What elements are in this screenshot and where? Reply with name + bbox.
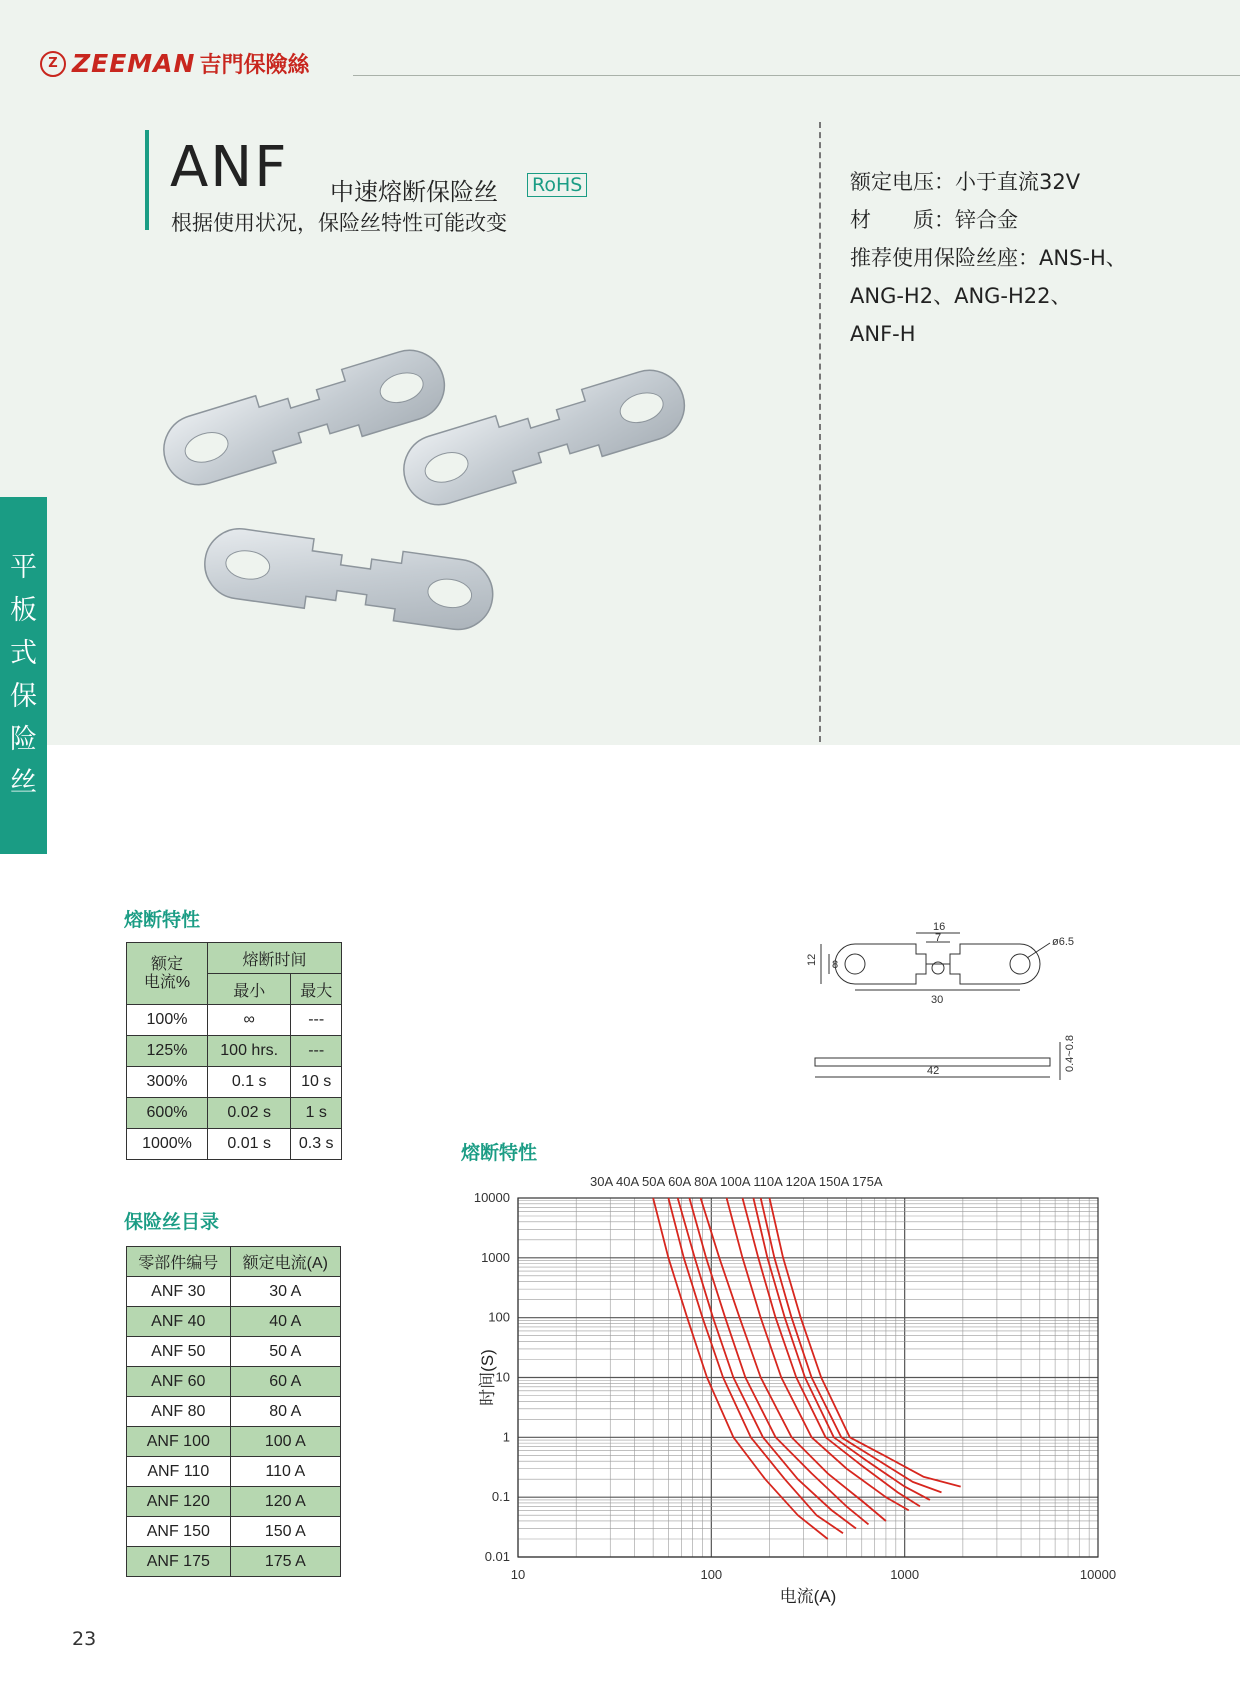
- spec-list: [850, 163, 1127, 353]
- product-model: ANF: [170, 135, 289, 200]
- table-row: [127, 1517, 341, 1547]
- part-number-cell: ANF 60: [127, 1367, 231, 1397]
- y-axis-label: 时间(S): [478, 1349, 497, 1406]
- x-axis-label: 电流(A): [779, 1587, 837, 1606]
- dim-hole: ø6.5: [1052, 936, 1075, 948]
- dim-30: 30: [931, 994, 944, 1006]
- spec-holder-cont2: ANF-H: [850, 322, 916, 346]
- dim-42: 42: [927, 1065, 940, 1077]
- rohs-badge: RoHS: [527, 173, 587, 197]
- side-tab-char: 保: [10, 681, 37, 712]
- x-tick-label: 10: [510, 1567, 526, 1582]
- rated-current-cell: 50 A: [230, 1337, 340, 1367]
- cell: 10 s: [291, 1067, 342, 1098]
- side-tab-char: 丝: [10, 767, 37, 798]
- brand-mark-icon: Z: [40, 51, 66, 77]
- part-number-cell: ANF 80: [127, 1397, 231, 1427]
- cell: 0.3 s: [291, 1129, 342, 1160]
- brand-logo: [40, 48, 309, 79]
- header-rule: [353, 75, 1240, 76]
- fuse-table: [126, 942, 342, 1160]
- table-row: [127, 1036, 342, 1067]
- part-number-cell: ANF 120: [127, 1487, 231, 1517]
- table-row: [127, 1277, 341, 1307]
- table-row: [127, 1098, 342, 1129]
- part-number-cell: ANF 100: [127, 1427, 231, 1457]
- spec-material: 材 质：锌合金: [850, 208, 1018, 232]
- part-number-cell: ANF 40: [127, 1307, 231, 1337]
- header-time: 熔断时间: [208, 943, 342, 974]
- table-row: [127, 1367, 341, 1397]
- catalog-table: [126, 1246, 341, 1577]
- dim-thickness: 0.4~0.8: [1064, 1034, 1076, 1072]
- table-row: [127, 1129, 342, 1160]
- part-number-cell: ANF 150: [127, 1517, 231, 1547]
- section-divider: [819, 122, 821, 742]
- rated-current-cell: 40 A: [230, 1307, 340, 1337]
- y-tick-label: 0.1: [491, 1489, 510, 1505]
- dim-7: 7: [935, 932, 942, 944]
- header-rated: 额定 电流%: [127, 943, 208, 1005]
- cell: 0.02 s: [208, 1098, 291, 1129]
- rated-current-cell: 175 A: [230, 1547, 340, 1577]
- fuse-section-title: 熔断特性: [124, 909, 201, 931]
- part-number-cell: ANF 110: [127, 1457, 231, 1487]
- header-part-number: 零部件编号: [127, 1247, 231, 1277]
- table-row: [127, 1067, 342, 1098]
- dim-16: 16: [933, 921, 946, 933]
- cell: ∞: [208, 1005, 291, 1036]
- table-row: [127, 1487, 341, 1517]
- rated-current-cell: 60 A: [230, 1367, 340, 1397]
- dimension-drawing: [806, 921, 1095, 1090]
- page-number: 23: [72, 1628, 97, 1650]
- y-tick-label: 1: [502, 1429, 510, 1445]
- x-tick-label: 10000: [1079, 1567, 1117, 1582]
- y-tick-label: 1000: [481, 1249, 510, 1265]
- side-tab-char: 险: [10, 724, 37, 755]
- chart-section-title: 熔断特性: [461, 1142, 538, 1164]
- table-row: [127, 1337, 341, 1367]
- cell: 100 hrs.: [208, 1036, 291, 1067]
- spec-holder-cont: ANG-H2、ANG-H22、: [850, 284, 1072, 308]
- brand-name-en: ZEEMAN: [72, 49, 196, 78]
- product-photo: [150, 330, 710, 630]
- cell: 125%: [127, 1036, 208, 1067]
- cell: 100%: [127, 1005, 208, 1036]
- table-row: [127, 1547, 341, 1577]
- rated-current-cell: 150 A: [230, 1517, 340, 1547]
- fuse-characteristic-chart: [460, 1170, 1120, 1610]
- rated-current-cell: 30 A: [230, 1277, 340, 1307]
- cell: 1000%: [127, 1129, 208, 1160]
- table-row: [127, 1005, 342, 1036]
- dim-12: 12: [806, 953, 818, 966]
- spec-voltage: 额定电压：小于直流32V: [850, 170, 1081, 194]
- cell: 300%: [127, 1067, 208, 1098]
- left-hole: [845, 954, 865, 974]
- cell: 600%: [127, 1098, 208, 1129]
- cell: 1 s: [291, 1098, 342, 1129]
- spec-holder: 推荐使用保险丝座：ANS-H、: [850, 246, 1127, 270]
- cell: 0.1 s: [208, 1067, 291, 1098]
- header-min: 最小: [208, 974, 291, 1005]
- curve-150A: [761, 1198, 942, 1492]
- cell: 0.01 s: [208, 1129, 291, 1160]
- cell: ---: [291, 1036, 342, 1067]
- x-tick-label: 100: [700, 1567, 723, 1582]
- fuse-outline: [835, 944, 1040, 984]
- rated-current-cell: 120 A: [230, 1487, 340, 1517]
- rated-current-cell: 100 A: [230, 1427, 340, 1457]
- table-row: [127, 1397, 341, 1427]
- header-max: 最大: [291, 974, 342, 1005]
- product-subtitle: 中速熔断保险丝: [330, 178, 498, 206]
- side-tab-char: 平: [10, 552, 37, 583]
- fuse-strip-3: [200, 524, 497, 634]
- series-labels: 30A 40A 50A 60A 80A 100A 110A 120A 150A 175A: [590, 1174, 883, 1189]
- y-tick-label: 0.01: [484, 1549, 510, 1564]
- header-rated-current: 额定电流(A): [230, 1247, 340, 1277]
- brand-name-cn: 吉門保險絲: [199, 53, 310, 78]
- y-tick-label: 100: [488, 1309, 510, 1325]
- side-tab-char: 式: [10, 638, 37, 669]
- title-accent-bar: [145, 130, 149, 230]
- table-row: [127, 1307, 341, 1337]
- catalog-section-title: 保险丝目录: [124, 1211, 220, 1233]
- part-number-cell: ANF 30: [127, 1277, 231, 1307]
- x-tick-label: 1000: [890, 1567, 920, 1582]
- right-hole: [1010, 954, 1030, 974]
- table-row: [127, 1457, 341, 1487]
- rated-current-cell: 110 A: [230, 1457, 340, 1487]
- part-number-cell: ANF 175: [127, 1547, 231, 1577]
- dim-8: 8: [832, 959, 839, 971]
- y-tick-label: 10000: [473, 1190, 510, 1205]
- y-tick-label: 10: [495, 1369, 510, 1385]
- table-row: [127, 1427, 341, 1457]
- side-tab-char: 板: [10, 595, 37, 626]
- rated-current-cell: 80 A: [230, 1397, 340, 1427]
- category-side-tab: [0, 497, 47, 854]
- cell: ---: [291, 1005, 342, 1036]
- part-number-cell: ANF 50: [127, 1337, 231, 1367]
- product-note: 根据使用状况，保险丝特性可能改变: [171, 211, 507, 235]
